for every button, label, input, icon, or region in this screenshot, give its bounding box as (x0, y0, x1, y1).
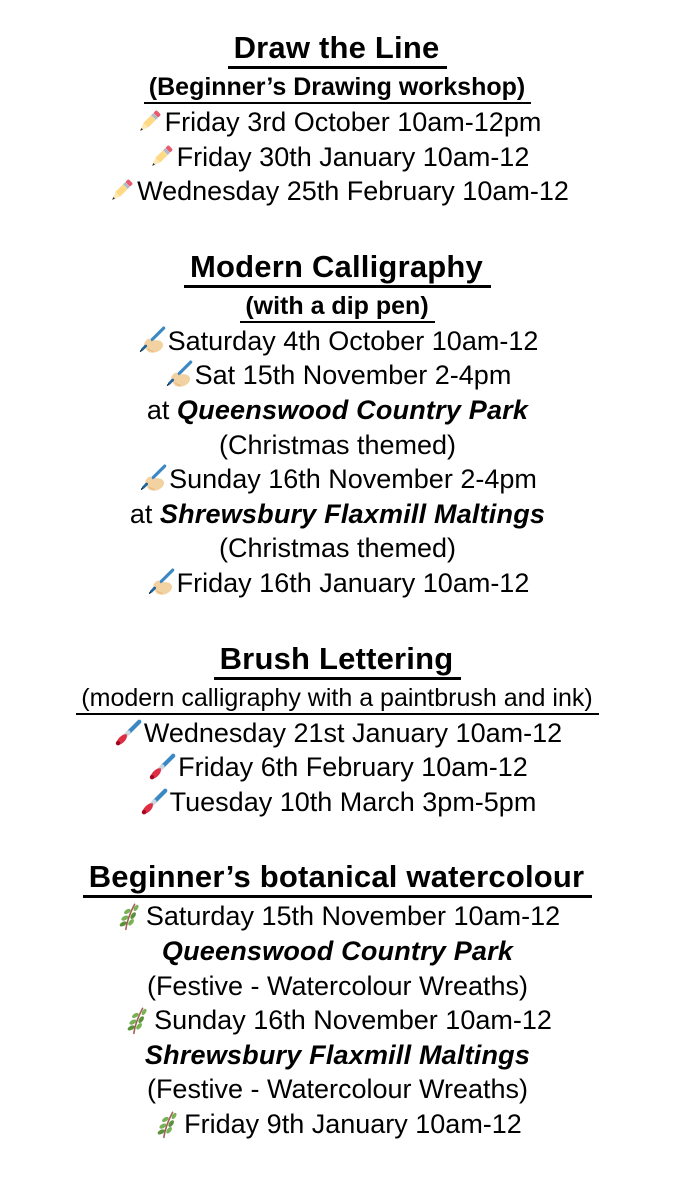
note-line (0, 531, 675, 566)
note-line (0, 969, 675, 1004)
paintbrush-icon (139, 787, 169, 817)
paintbrush-icon (113, 718, 143, 748)
venue-line (0, 393, 675, 428)
event-text: Sunday 16th November 2-4pm (169, 464, 537, 495)
paintbrush-icon (147, 752, 177, 782)
section-subtitle-text: (modern calligraphy with a paintbrush and ink) (76, 684, 598, 715)
event-line (0, 324, 675, 359)
section-title-text: Modern Calligraphy (184, 249, 491, 288)
event-line (0, 1107, 675, 1142)
writing-hand-icon (146, 568, 176, 598)
section-title-text: Beginner’s botanical watercolour (83, 859, 593, 898)
event-text: Saturday 15th November 10am-12 (145, 901, 561, 932)
event-text: Friday 30th January 10am-12 (176, 141, 530, 172)
section-subtitle (0, 681, 675, 716)
event-line (0, 462, 675, 497)
event-line (0, 105, 675, 140)
event-text: Wednesday 21st January 10am-12 (143, 717, 563, 748)
event-line (0, 899, 675, 934)
section-subtitle (0, 289, 675, 324)
venue-name: Queenswood Country Park (176, 394, 529, 425)
section-title (0, 26, 675, 70)
event-line (0, 140, 675, 175)
section-title-text: Draw the Line (228, 30, 448, 69)
venue-line (0, 1038, 675, 1073)
event-line (0, 566, 675, 601)
note-text: (Festive - Watercolour Wreaths) (146, 1074, 529, 1105)
note-line (0, 1072, 675, 1107)
event-text: Friday 6th February 10am-12 (178, 752, 528, 783)
venue-prefix: at (146, 394, 177, 425)
event-line (0, 785, 675, 820)
event-text: Saturday 4th October 10am-12 (167, 325, 539, 356)
event-text: Tuesday 10th March 3pm-5pm (169, 786, 537, 817)
venue-name: Shrewsbury Flaxmill Maltings (159, 498, 546, 529)
herb-icon (153, 1109, 183, 1139)
venue-line (0, 934, 675, 969)
section-botanical-watercolour (0, 855, 675, 1141)
note-line (0, 428, 675, 463)
section-title (0, 855, 675, 899)
section-title (0, 637, 675, 681)
event-text: Friday 16th January 10am-12 (176, 567, 530, 598)
event-text: Wednesday 25th February 10am-12 (137, 176, 569, 207)
note-text: (Festive - Watercolour Wreaths) (146, 970, 529, 1001)
writing-hand-icon (137, 326, 167, 356)
writing-hand-icon (164, 360, 194, 390)
venue-name: Shrewsbury Flaxmill Maltings (144, 1039, 531, 1070)
section-subtitle (0, 70, 675, 105)
venue-name: Queenswood Country Park (161, 935, 514, 966)
event-line (0, 716, 675, 751)
event-text: Sunday 16th November 10am-12 (154, 1005, 552, 1036)
section-title (0, 245, 675, 289)
event-line (0, 358, 675, 393)
section-title-text: Brush Lettering (214, 641, 462, 680)
section-modern-calligraphy (0, 245, 675, 601)
venue-line (0, 497, 675, 532)
venue-prefix: at (129, 498, 160, 529)
section-subtitle-text: (Beginner’s Drawing workshop) (144, 73, 531, 104)
writing-hand-icon (138, 464, 168, 494)
event-line (0, 1003, 675, 1038)
event-text: Friday 3rd October 10am-12pm (164, 107, 542, 137)
event-line (0, 174, 675, 209)
section-subtitle-text: (with a dip pen) (240, 292, 434, 323)
herb-icon (123, 1005, 153, 1035)
event-line (0, 750, 675, 785)
note-text: (Christmas themed) (218, 429, 457, 460)
note-text: (Christmas themed) (218, 533, 457, 564)
herb-icon (115, 901, 145, 931)
pencil-icon (106, 176, 136, 206)
event-text: Sat 15th November 2-4pm (194, 360, 512, 391)
section-brush-lettering (0, 637, 675, 820)
section-draw-the-line (0, 26, 675, 209)
pencil-icon (146, 142, 176, 172)
pencil-icon (134, 107, 164, 137)
event-text: Friday 9th January 10am-12 (184, 1108, 522, 1139)
